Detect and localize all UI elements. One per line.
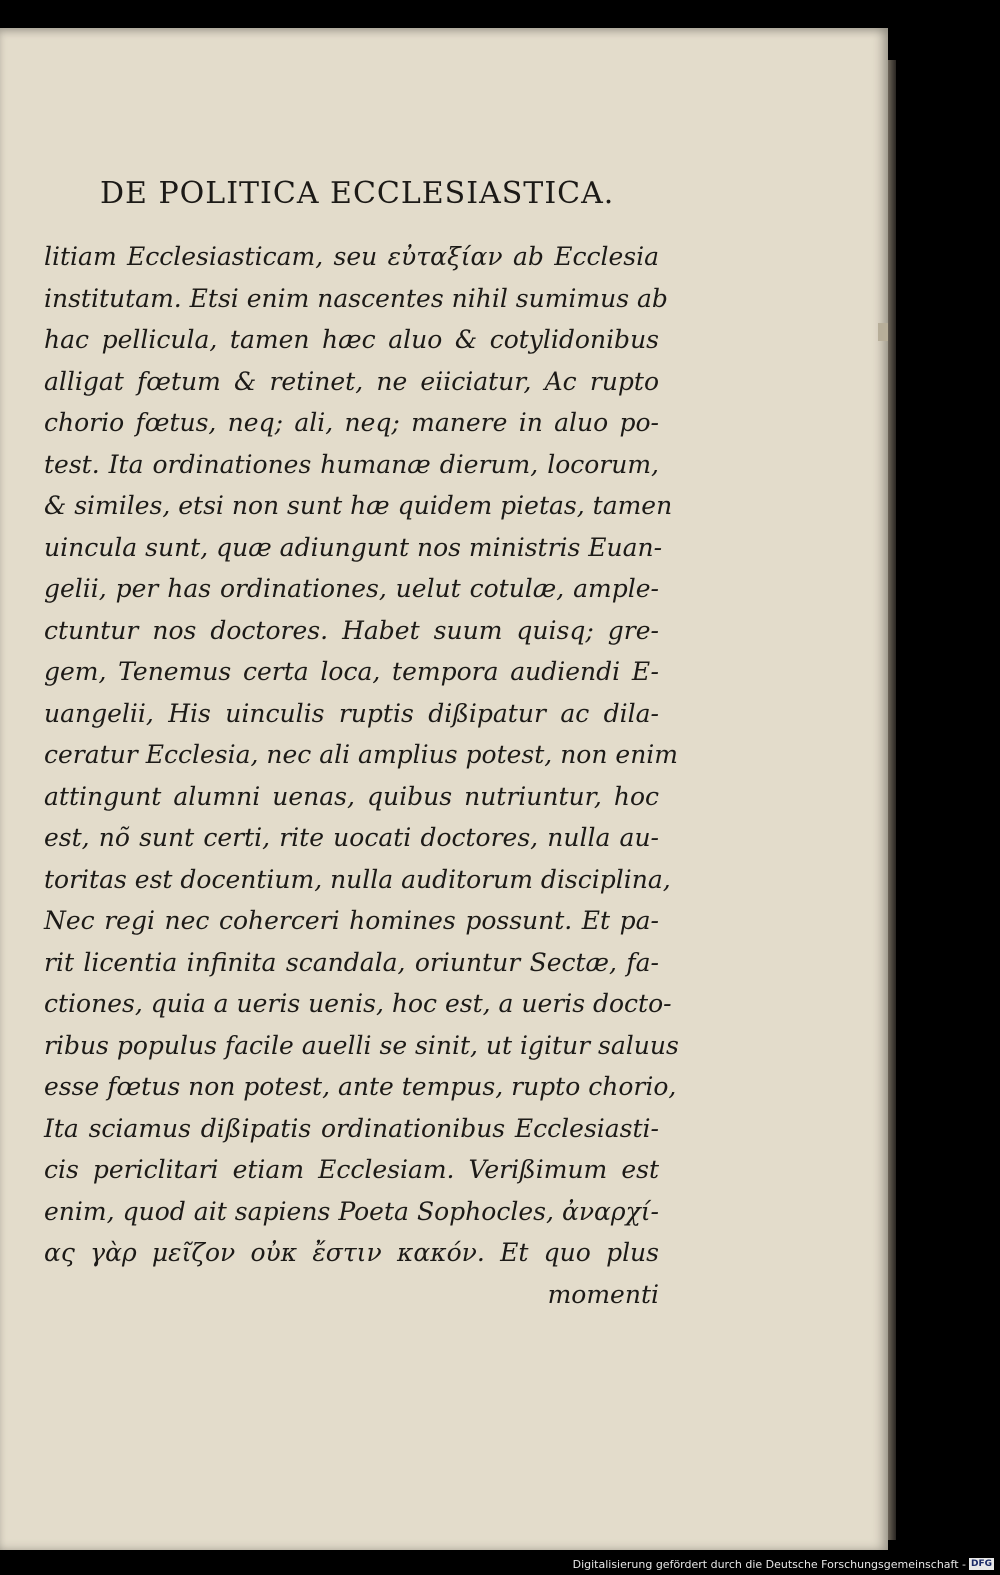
- text-line: uangelii, His uinculis ruptis dißipatur ac dila-: [44, 698, 659, 728]
- text-line: cis periclitari etiam Ecclesiam. Verißimum est: [44, 1155, 659, 1184]
- text-line: attingunt alumni uenas, quibus nutriuntur, hoc: [44, 781, 659, 811]
- text-line: gelii, per has ordinationes, uelut cotulæ, ample-: [44, 574, 659, 603]
- text-line: enim, quod ait sapiens Poeta Sophocles, ἀναρχί-: [44, 1196, 659, 1226]
- digitization-credit: [573, 1557, 994, 1571]
- text-line: Nec regi nec coherceri homines possunt. Et pa-: [44, 906, 659, 935]
- text-line: test. Ita ordinationes humanæ dierum, locorum,: [44, 449, 659, 479]
- text-line: ctiones, quia a ueris uenis, hoc est, a ueris docto-: [44, 989, 672, 1018]
- text-line: esse fœtus non potest, ante tempus, rupto chorio,: [44, 1072, 677, 1101]
- text-line: uincula sunt, quæ adiungunt nos ministris Euan-: [44, 532, 663, 562]
- text-line: chorio fœtus, neq; ali, neq; manere in aluo po-: [44, 408, 659, 437]
- credit-text: Digitalisierung gefördert durch die Deutsche Forschungsgemeinschaft -: [572, 1557, 966, 1571]
- catchword: momenti: [547, 1279, 659, 1309]
- text-line: rit licentia infinita scandala, oriuntur Sectæ, fa-: [44, 947, 659, 977]
- text-line: ctuntur nos doctores. Habet suum quisq; gre-: [44, 615, 659, 645]
- text-line: ribus populus facile auelli se sinit, ut igitur saluus: [44, 1030, 679, 1060]
- text-line: ας γὰρ μεῖζον οὐκ ἔστιν κακόν. Et quo plus: [44, 1238, 659, 1267]
- text-line: ceratur Ecclesia, nec ali amplius potest, non enim: [44, 740, 678, 769]
- text-line: Ita sciamus dißipatis ordinationibus Ecclesiasti-: [44, 1113, 659, 1143]
- text-line: gem, Tenemus certa loca, tempora audiendi E-: [44, 657, 659, 686]
- page-notch: [878, 323, 888, 341]
- text-line: est, nõ sunt certi, rite uocati doctores, nulla au-: [44, 823, 659, 852]
- text-block: [44, 236, 679, 1315]
- text-line: toritas est docentium, nulla auditorum disciplina,: [44, 864, 671, 894]
- text-line: institutam. Etsi enim nascentes nihil sumimus ab: [44, 283, 668, 313]
- text-line: alligat fœtum & retinet, ne eiiciatur, Ac rupto: [44, 366, 659, 396]
- text-line: & similes, etsi non sunt hæ quidem pietas, tamen: [44, 491, 673, 520]
- running-head: DE POLITICA ECCLESIASTICA.: [100, 176, 615, 211]
- text-line: hac pellicula, tamen hæc aluo & cotylidonibus: [44, 325, 659, 354]
- page-edge: [888, 60, 896, 1540]
- book-page: [0, 28, 888, 1550]
- text-line: litiam Ecclesiasticam, seu εὐταξίαν ab Ecclesia: [44, 242, 659, 271]
- dfg-logo: DFG: [970, 1559, 992, 1569]
